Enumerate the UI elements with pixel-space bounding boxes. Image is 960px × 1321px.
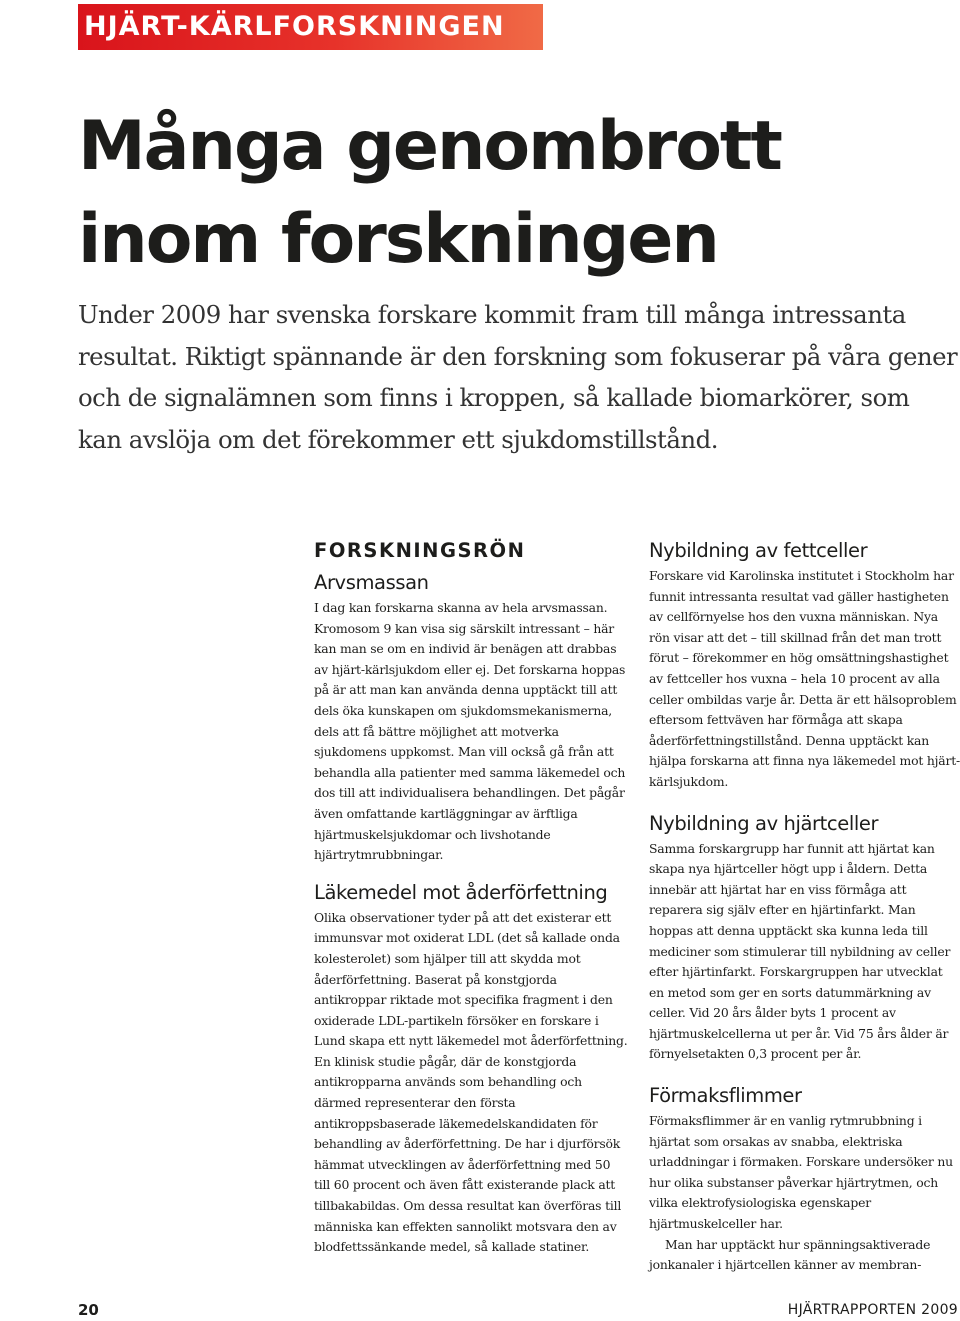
article-text-arvsmassan: I dag kan forskarna skanna av hela arvsmassan. Kromosom 9 kan visa sig särskilt intressant – här kan man se om en individ är benägen att drabbas av hjärt-kärlsjukdom eller ej. Det forskarna hoppas på är att man kan använda denna upptäckt till att dels öka kunskapen om sjukdomsmekanismerna, dels att få bättre möjlighet att motverka sjukdomens uppkomst. Man vill också gå från att behandla alla patienter med samma läkemedel och dos till att individualisera behandlingen. Det pågår även omfattande kartläggningar av ärftliga hjärtmuskelsjukdomar och livshotande hjärtrytmrubbningar. — [314, 600, 626, 863]
right-column — [649, 538, 960, 1276]
article-text-lakemedel: Olika observationer tyder på att det existerar ett immunsvar mot oxiderat LDL (det så kallade onda kolesterolet) som hjälper till att skydda mot åderförfettning. Baserat på konstgjorda antikroppar riktade mot specifika fragment i den oxiderade LDL-partikeln försöker en forskare i Lund skapa ett nytt läkemedel mot åderförfettning. En klinisk studie pågår, där de konstgjorda antikropparna används som behandling och därmed representerar den första antikroppsbaserade läkemedelskandidaten för behandling av åderförfettning. De har i djurförsök hämmat utvecklingen av åderförfettning med 50 till 60 procent och även fått existerande plack att tillbakabildas. Om dessa resultat kan överföras till människa kan effekten sannolikt motsvara den av blodfettssänkande medel, så kallade statiner. — [314, 909, 628, 1255]
middle-column — [314, 538, 630, 1258]
spacer — [314, 866, 630, 880]
article-heading-hjartceller: Nybildning av hjärtceller — [649, 811, 879, 835]
spacer — [649, 793, 960, 811]
page-title — [78, 100, 948, 286]
section-banner — [78, 4, 543, 50]
article-heading-fettceller: Nybildning av fettceller — [649, 539, 868, 562]
page-title-line-1: Många genombrott — [78, 107, 781, 186]
section-banner-label: HJÄRT-KÄRLFORSKNINGEN — [84, 11, 505, 42]
lead-paragraph: Under 2009 har svenska forskare kommit fram till många intressanta resultat. Riktigt spännande är den forskning som fokuserar på våra gener och de signalämnen som finns i kroppen, så kallade biomarkörer, som kan avslöja om det förekommer ett sjukdomstillstånd. — [78, 300, 958, 454]
article-text-hjartceller: Samma forskargrupp har funnit att hjärtat kan skapa nya hjärtceller högt upp i åldern. Detta innebär att hjärtat har en viss förmåga att reparera sig själv efter en hjärtinfarkt. Man hoppas att denna upptäckt ska kunna leda till mediciner som stimulerar till nybildning av celler efter hjärtinfarkt. Forskargruppen har utvecklat en metod som ger en sorts datummärkning av celler. Vid 20 års ålder byts 1 procent av hjärtmuskelcellerna ut per år. Vid 75 års ålder är förnyelsetakten 0,3 procent per år. — [649, 840, 951, 1062]
article-heading-arvsmassan: Arvsmassan — [314, 571, 429, 594]
page-title-line-2: inom forskningen — [78, 200, 718, 279]
article-heading-lakemedel: Läkemedel mot åderförfettning — [314, 880, 608, 904]
article-text-fettceller: Forskare vid Karolinska institutet i Stockholm har funnit intressanta resultat vad gäller hastigheten av cellförnyelse hos den vuxna människan. Nya rön visar att det – till skillnad från det man trott förut – förekommer en hög omsättningshastighet av fettceller hos vuxna – hela 10 procent av alla celler ombildas varje år. Detta är ett hälsoproblem eftersom fettväven har förmåga att skapa åderförfettningstillstånd. Denna upptäckt kan hjälpa forskarna att finna nya läkemedel mot hjärt-kärlsjukdom. — [649, 568, 960, 789]
section-label: FORSKNINGSRÖN — [314, 539, 526, 562]
spacer — [649, 1065, 960, 1083]
article-text-formaksflimmer-continued: Man har upptäckt hur spänningsaktiverade jonkanaler i hjärtcellen känner av membran- — [649, 1236, 931, 1273]
page-number: 20 — [78, 1301, 99, 1319]
article-heading-formaksflimmer: Förmaksflimmer — [649, 1084, 802, 1108]
article-text-formaksflimmer: Förmaksflimmer är en vanlig rytmrubbning i hjärtat som orsakas av snabba, elektriska urladdningar i förmaken. Forskare undersöker nu hur olika substanser påverkar hjärtrytmen, och vilka elektrofysiologiska egenskaper hjärtmuskelceller har. — [649, 1113, 953, 1232]
publication-name: HJÄRTRAPPORTEN 2009 — [787, 1302, 958, 1318]
